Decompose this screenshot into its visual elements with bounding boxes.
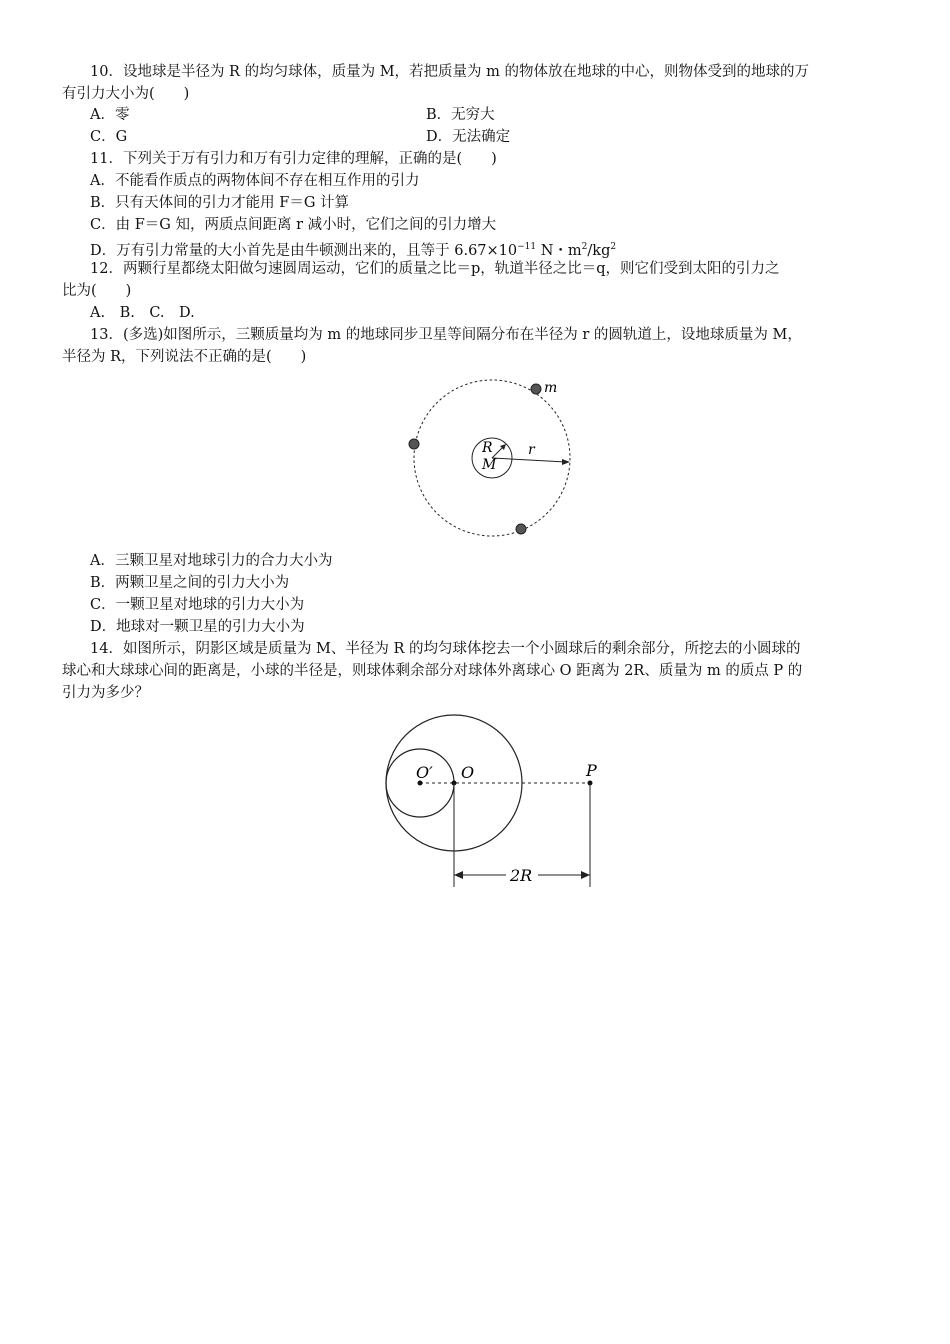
q12-stem-line1: 12．两颗行星都绕太阳做匀速圆周运动，它们的质量之比＝p，轨道半径之比＝q，则它们受到太阳的引力之 <box>90 261 780 277</box>
label-2R: 2R <box>510 866 533 885</box>
q10-option-c: C．G <box>90 129 128 145</box>
q10-option-b: B．无穷大 <box>426 107 495 123</box>
q11-unit2: /kg <box>587 243 611 259</box>
orbit-radius-arrow <box>492 458 566 462</box>
q10-option-a: A．零 <box>90 107 130 123</box>
distance-arrow-right <box>581 871 590 879</box>
q13-satellite-figure <box>400 372 590 547</box>
q11-option-d <box>90 237 920 261</box>
q13-stem-line2: 半径为 R，下列说法不正确的是( ) <box>62 349 307 365</box>
q13-stem-line1: 13．(多选)如图所示，三颗质量均为 m 的地球同步卫星等间隔分布在半径为 r 的圆轨道上，设地球质量为 M， <box>90 327 802 343</box>
q14-stem-line1: 14．如图所示，阴影区域是质量为 M、半径为 R 的均匀球体挖去一个小圆球后的剩余部分，所挖去的小圆球的 <box>90 641 801 657</box>
label-O-prime: O′ <box>416 763 433 782</box>
q11-option-d-text: D．万有引力常量的大小首先是由牛顿测出来的，且等于 6.67×10 <box>90 243 518 259</box>
label-R: R <box>482 440 493 456</box>
orbit-radius-arrowhead <box>562 459 570 465</box>
q11-exponent: −11 <box>517 242 537 252</box>
q13-option-b: B．两颗卫星之间的引力大小为 <box>90 575 290 591</box>
q13-option-c: C．一颗卫星对地球的引力大小为 <box>90 597 305 613</box>
q10-stem-line2: 有引力大小为( ) <box>62 86 190 102</box>
q11-unit-square: 2 <box>581 242 588 252</box>
q11-unit: N・m <box>536 243 582 259</box>
label-r: r <box>528 442 535 458</box>
distance-arrow-left <box>454 871 463 879</box>
label-M: M <box>482 457 497 473</box>
satellite-1 <box>531 384 541 394</box>
q13-option-a: A．三颗卫星对地球引力的合力大小为 <box>90 553 333 569</box>
label-O: O <box>461 763 475 782</box>
q13-option-d: D．地球对一颗卫星的引力大小为 <box>90 619 305 635</box>
label-m: m <box>544 380 558 396</box>
q11-option-c: C．由 F＝G 知，两质点间距离 r 减小时，它们之间的引力增大 <box>90 217 497 233</box>
q11-stem: 11．下列关于万有引力和万有引力定律的理解，正确的是( ) <box>90 151 497 167</box>
satellite-2 <box>409 439 419 449</box>
q11-unit2-square: 2 <box>610 242 617 252</box>
q12-options: A. B. C. D. <box>90 305 195 321</box>
satellite-3 <box>516 524 526 534</box>
q11-option-b: B．只有天体间的引力才能用 F＝G 计算 <box>90 195 350 211</box>
q14-sphere-figure <box>378 712 628 892</box>
q10-stem-line1: 10．设地球是半径为 R 的均匀球体，质量为 M，若把质量为 m 的物体放在地球的中心，则物体受到的地球的万 <box>90 64 810 80</box>
q14-stem-line3: 引力为多少？ <box>62 685 149 701</box>
q11-option-a: A．不能看作质点的两物体间不存在相互作用的引力 <box>90 173 420 189</box>
label-P: P <box>586 761 597 780</box>
q12-stem-line2: 比为( ) <box>62 283 132 299</box>
q10-option-d: D．无法确定 <box>426 129 511 145</box>
q14-stem-line2: 球心和大球球心间的距离是，小球的半径是，则球体剩余部分对球体外离球心 O 距离为 2R、质量为 m 的质点 P 的 <box>62 663 803 679</box>
